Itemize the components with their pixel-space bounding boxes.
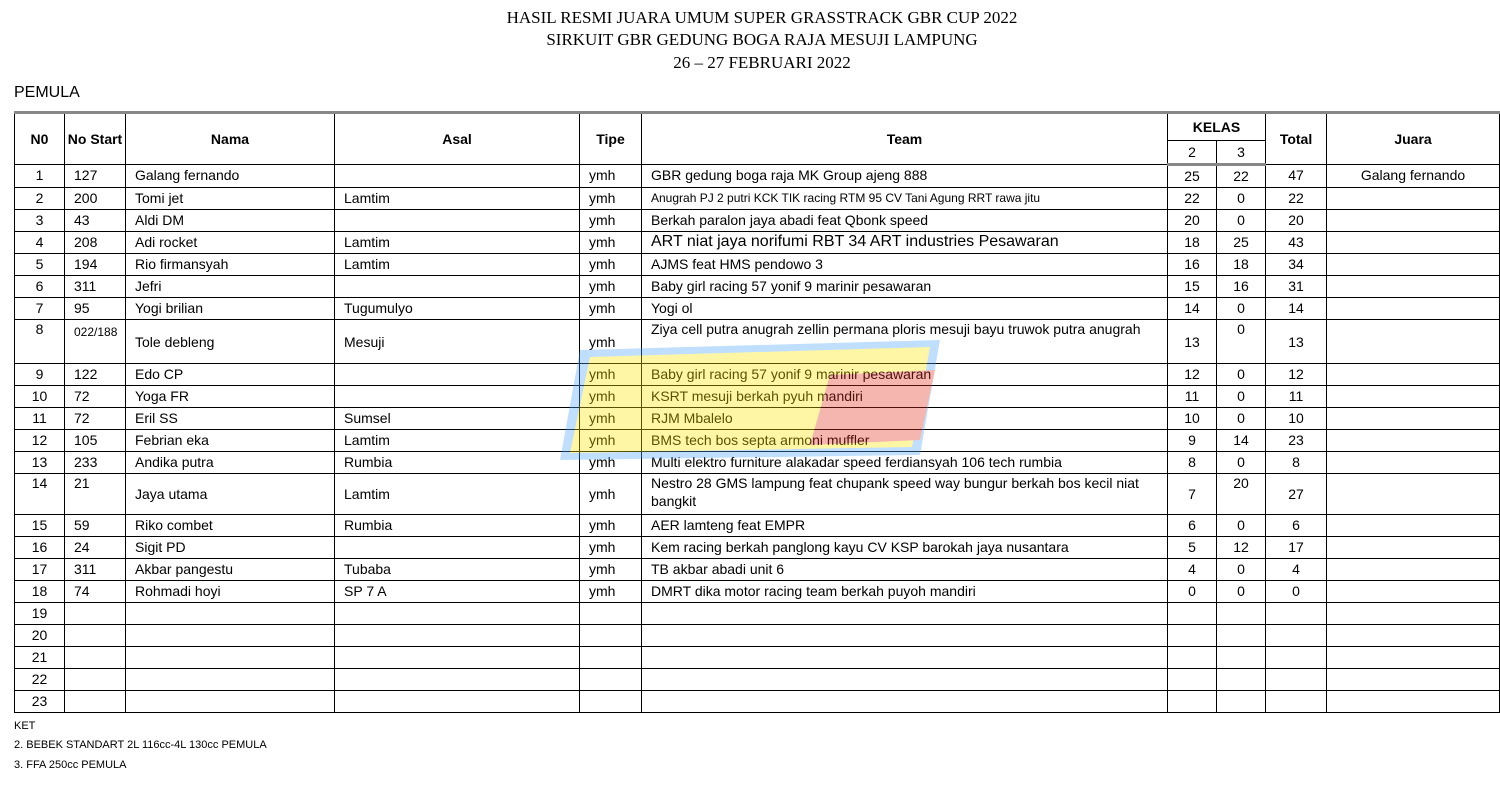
row-start-cell xyxy=(65,647,126,669)
table-row xyxy=(15,581,1500,603)
row-juara-cell xyxy=(1327,559,1500,581)
row-start-cell xyxy=(65,669,126,691)
row-nama-cell: Jaya utama xyxy=(126,474,335,515)
row-start-cell: 95 xyxy=(65,298,126,320)
row-no-cell: 19 xyxy=(15,603,65,625)
row-team-cell xyxy=(642,669,1168,691)
row-kelas2-cell: 8 xyxy=(1168,452,1217,474)
table-row xyxy=(15,188,1500,210)
row-asal-cell: Lamtim xyxy=(335,232,580,254)
row-team-cell: Ziya cell putra anugrah zellin permana ploris mesuji bayu truwok putra anugrah xyxy=(642,320,1168,364)
row-no-cell: 16 xyxy=(15,537,65,559)
table-row xyxy=(15,408,1500,430)
row-kelas3-cell: 0 xyxy=(1217,210,1266,232)
row-team-cell: DMRT dika motor racing team berkah puyoh mandiri xyxy=(642,581,1168,603)
row-nama-cell: Febrian eka xyxy=(126,430,335,452)
row-kelas2-cell: 4 xyxy=(1168,559,1217,581)
row-kelas3-cell: 0 xyxy=(1217,581,1266,603)
row-no-cell: 3 xyxy=(15,210,65,232)
row-kelas3-cell: 16 xyxy=(1217,276,1266,298)
row-kelas3-cell xyxy=(1217,625,1266,647)
row-kelas2-cell: 14 xyxy=(1168,298,1217,320)
row-kelas3-cell: 25 xyxy=(1217,232,1266,254)
row-kelas3-cell: 22 xyxy=(1217,165,1266,188)
row-tipe-cell: ymh xyxy=(580,515,642,537)
table-row xyxy=(15,232,1500,254)
row-total-cell: 0 xyxy=(1266,581,1327,603)
row-team-cell: Anugrah PJ 2 putri KCK TIK racing RTM 95 CV Tani Agung RRT rawa jitu xyxy=(642,188,1168,210)
table-row xyxy=(15,386,1500,408)
row-start-cell: 74 xyxy=(65,581,126,603)
row-start-cell: 127 xyxy=(65,165,126,188)
row-no-cell: 1 xyxy=(15,165,65,188)
row-no-cell: 21 xyxy=(15,647,65,669)
row-nama-cell: Tole debleng xyxy=(126,320,335,364)
row-total-cell: 22 xyxy=(1266,188,1327,210)
row-kelas3-cell: 18 xyxy=(1217,254,1266,276)
row-nama-cell: Rohmadi hoyi xyxy=(126,581,335,603)
row-team-cell: Baby girl racing 57 yonif 9 marinir pesawaran xyxy=(642,364,1168,386)
row-asal-cell: Lamtim xyxy=(335,474,580,515)
row-team-cell: Yogi ol xyxy=(642,298,1168,320)
row-total-cell: 4 xyxy=(1266,559,1327,581)
header-no-start: No Start xyxy=(65,113,126,165)
row-total-cell: 12 xyxy=(1266,364,1327,386)
row-kelas2-cell: 5 xyxy=(1168,537,1217,559)
row-asal-cell: Rumbia xyxy=(335,452,580,474)
row-team-cell: TB akbar abadi unit 6 xyxy=(642,559,1168,581)
row-start-cell: 311 xyxy=(65,276,126,298)
row-team-cell xyxy=(642,625,1168,647)
row-juara-cell xyxy=(1327,452,1500,474)
row-juara-cell xyxy=(1327,298,1500,320)
row-kelas3-cell: 20 xyxy=(1217,474,1266,515)
row-kelas3-cell: 14 xyxy=(1217,430,1266,452)
row-kelas3-cell: 0 xyxy=(1217,452,1266,474)
row-total-cell xyxy=(1266,625,1327,647)
row-kelas2-cell xyxy=(1168,647,1217,669)
row-kelas3-cell xyxy=(1217,691,1266,713)
row-juara-cell xyxy=(1327,669,1500,691)
row-start-cell: 24 xyxy=(65,537,126,559)
row-no-cell: 13 xyxy=(15,452,65,474)
row-start-cell: 200 xyxy=(65,188,126,210)
header-no: N0 xyxy=(15,113,65,165)
table-row xyxy=(15,625,1500,647)
row-asal-cell: Sumsel xyxy=(335,408,580,430)
row-team-cell: Berkah paralon jaya abadi feat Qbonk speed xyxy=(642,210,1168,232)
row-no-cell: 9 xyxy=(15,364,65,386)
row-no-cell: 17 xyxy=(15,559,65,581)
row-start-cell xyxy=(65,625,126,647)
doc-title-line1: HASIL RESMI JUARA UMUM SUPER GRASSTRACK GBR CUP 2022 xyxy=(506,8,1018,27)
row-juara-cell xyxy=(1327,474,1500,515)
row-juara-cell xyxy=(1327,515,1500,537)
row-juara-cell xyxy=(1327,537,1500,559)
header-kelas: KELAS xyxy=(1168,113,1266,141)
row-total-cell xyxy=(1266,691,1327,713)
row-tipe-cell xyxy=(580,669,642,691)
row-start-cell: 022/188 xyxy=(65,320,126,364)
row-juara-cell xyxy=(1327,188,1500,210)
row-nama-cell: Akbar pangestu xyxy=(126,559,335,581)
row-asal-cell xyxy=(335,603,580,625)
row-kelas3-cell: 0 xyxy=(1217,320,1266,364)
row-juara-cell xyxy=(1327,408,1500,430)
row-tipe-cell xyxy=(580,603,642,625)
row-nama-cell: Galang fernando xyxy=(126,165,335,188)
row-tipe-cell: ymh xyxy=(580,210,642,232)
row-team-cell: Kem racing berkah panglong kayu CV KSP barokah jaya nusantara xyxy=(642,537,1168,559)
row-total-cell: 8 xyxy=(1266,452,1327,474)
row-nama-cell: Edo CP xyxy=(126,364,335,386)
row-juara-cell xyxy=(1327,647,1500,669)
row-start-cell: 311 xyxy=(65,559,126,581)
row-asal-cell xyxy=(335,165,580,188)
row-nama-cell: Eril SS xyxy=(126,408,335,430)
row-no-cell: 14 xyxy=(15,474,65,515)
row-juara-cell xyxy=(1327,276,1500,298)
row-total-cell: 17 xyxy=(1266,537,1327,559)
row-tipe-cell xyxy=(580,691,642,713)
row-asal-cell: Lamtim xyxy=(335,254,580,276)
row-start-cell: 21 xyxy=(65,474,126,515)
row-start-cell: 194 xyxy=(65,254,126,276)
table-row xyxy=(15,515,1500,537)
row-juara-cell xyxy=(1327,691,1500,713)
row-juara-cell xyxy=(1327,430,1500,452)
row-team-cell: GBR gedung boga raja MK Group ajeng 888 xyxy=(642,165,1168,188)
row-kelas2-cell: 9 xyxy=(1168,430,1217,452)
table-row xyxy=(15,298,1500,320)
row-tipe-cell: ymh xyxy=(580,430,642,452)
table-row xyxy=(15,276,1500,298)
row-nama-cell: Jefri xyxy=(126,276,335,298)
row-tipe-cell: ymh xyxy=(580,276,642,298)
row-total-cell xyxy=(1266,603,1327,625)
table-row xyxy=(15,165,1500,188)
row-team-cell: KSRT mesuji berkah pyuh mandiri xyxy=(642,386,1168,408)
row-asal-cell xyxy=(335,386,580,408)
row-team-cell: Baby girl racing 57 yonif 9 marinir pesawaran xyxy=(642,276,1168,298)
row-asal-cell: Rumbia xyxy=(335,515,580,537)
header-asal: Asal xyxy=(335,113,580,165)
row-total-cell: 31 xyxy=(1266,276,1327,298)
row-kelas3-cell xyxy=(1217,647,1266,669)
row-total-cell xyxy=(1266,669,1327,691)
row-tipe-cell: ymh xyxy=(580,386,642,408)
row-no-cell: 10 xyxy=(15,386,65,408)
row-kelas2-cell xyxy=(1168,603,1217,625)
header-tipe: Tipe xyxy=(580,113,642,165)
table-row xyxy=(15,474,1500,515)
table-row xyxy=(15,452,1500,474)
table-row xyxy=(15,691,1500,713)
row-total-cell: 14 xyxy=(1266,298,1327,320)
table-row xyxy=(15,430,1500,452)
header-kelas-2: 2 xyxy=(1168,141,1217,165)
row-juara-cell xyxy=(1327,581,1500,603)
row-total-cell: 34 xyxy=(1266,254,1327,276)
row-total-cell: 27 xyxy=(1266,474,1327,515)
row-juara-cell xyxy=(1327,254,1500,276)
row-start-cell: 122 xyxy=(65,364,126,386)
row-tipe-cell: ymh xyxy=(580,364,642,386)
row-start-cell xyxy=(65,603,126,625)
table-row xyxy=(15,364,1500,386)
row-kelas3-cell xyxy=(1217,603,1266,625)
row-start-cell: 105 xyxy=(65,430,126,452)
row-kelas2-cell: 12 xyxy=(1168,364,1217,386)
row-nama-cell xyxy=(126,603,335,625)
row-team-cell xyxy=(642,691,1168,713)
row-total-cell: 43 xyxy=(1266,232,1327,254)
row-nama-cell xyxy=(126,625,335,647)
row-juara-cell xyxy=(1327,364,1500,386)
row-team-cell: ART niat jaya norifumi RBT 34 ART industries Pesawaran xyxy=(642,232,1168,254)
row-juara-cell: Galang fernando xyxy=(1327,165,1500,188)
row-no-cell: 22 xyxy=(15,669,65,691)
row-asal-cell xyxy=(335,625,580,647)
row-nama-cell: Rio firmansyah xyxy=(126,254,335,276)
row-team-cell: RJM Mbalelo xyxy=(642,408,1168,430)
table-row xyxy=(15,210,1500,232)
row-start-cell xyxy=(65,691,126,713)
row-kelas3-cell: 0 xyxy=(1217,515,1266,537)
row-kelas2-cell: 13 xyxy=(1168,320,1217,364)
row-kelas2-cell: 20 xyxy=(1168,210,1217,232)
row-nama-cell xyxy=(126,691,335,713)
row-tipe-cell: ymh xyxy=(580,165,642,188)
row-total-cell: 20 xyxy=(1266,210,1327,232)
row-no-cell: 8 xyxy=(15,320,65,364)
row-kelas2-cell: 16 xyxy=(1168,254,1217,276)
header-team: Team xyxy=(642,113,1168,165)
header-total: Total xyxy=(1266,113,1327,165)
row-juara-cell xyxy=(1327,320,1500,364)
row-total-cell xyxy=(1266,647,1327,669)
row-asal-cell xyxy=(335,691,580,713)
row-nama-cell: Yoga FR xyxy=(126,386,335,408)
row-start-cell: 43 xyxy=(65,210,126,232)
row-tipe-cell: ymh xyxy=(580,408,642,430)
table-row xyxy=(15,669,1500,691)
row-tipe-cell: ymh xyxy=(580,452,642,474)
row-nama-cell xyxy=(126,669,335,691)
row-nama-cell xyxy=(126,647,335,669)
row-asal-cell: Tugumulyo xyxy=(335,298,580,320)
table-row xyxy=(15,537,1500,559)
row-kelas3-cell: 0 xyxy=(1217,298,1266,320)
row-team-cell: AJMS feat HMS pendowo 3 xyxy=(642,254,1168,276)
row-kelas2-cell: 25 xyxy=(1168,165,1217,188)
row-total-cell: 11 xyxy=(1266,386,1327,408)
row-asal-cell: Lamtim xyxy=(335,430,580,452)
table-row xyxy=(15,603,1500,625)
row-total-cell: 13 xyxy=(1266,320,1327,364)
row-start-cell: 72 xyxy=(65,386,126,408)
row-asal-cell: Lamtim xyxy=(335,188,580,210)
row-asal-cell xyxy=(335,364,580,386)
row-kelas2-cell: 22 xyxy=(1168,188,1217,210)
row-tipe-cell: ymh xyxy=(580,232,642,254)
row-asal-cell: Tubaba xyxy=(335,559,580,581)
row-juara-cell xyxy=(1327,386,1500,408)
row-tipe-cell: ymh xyxy=(580,581,642,603)
row-tipe-cell xyxy=(580,625,642,647)
row-no-cell: 18 xyxy=(15,581,65,603)
header-nama: Nama xyxy=(126,113,335,165)
row-start-cell: 72 xyxy=(65,408,126,430)
row-no-cell: 5 xyxy=(15,254,65,276)
row-tipe-cell: ymh xyxy=(580,559,642,581)
row-kelas3-cell: 0 xyxy=(1217,559,1266,581)
row-kelas2-cell: 18 xyxy=(1168,232,1217,254)
row-team-cell: BMS tech bos septa armoni muffler xyxy=(642,430,1168,452)
row-no-cell: 7 xyxy=(15,298,65,320)
results-table xyxy=(14,111,1500,713)
row-team-cell xyxy=(642,603,1168,625)
row-no-cell: 2 xyxy=(15,188,65,210)
table-row xyxy=(15,320,1500,364)
row-kelas2-cell xyxy=(1168,691,1217,713)
row-juara-cell xyxy=(1327,625,1500,647)
row-kelas3-cell: 0 xyxy=(1217,364,1266,386)
header-juara: Juara xyxy=(1327,113,1500,165)
row-team-cell: AER lamteng feat EMPR xyxy=(642,515,1168,537)
row-kelas3-cell: 12 xyxy=(1217,537,1266,559)
row-no-cell: 15 xyxy=(15,515,65,537)
row-juara-cell xyxy=(1327,232,1500,254)
notes-kelas-3: 3. FFA 250cc PEMULA xyxy=(14,759,127,771)
row-tipe-cell: ymh xyxy=(580,320,642,364)
row-nama-cell: Tomi jet xyxy=(126,188,335,210)
section-label: PEMULA xyxy=(14,84,80,101)
row-total-cell: 47 xyxy=(1266,165,1327,188)
row-asal-cell xyxy=(335,537,580,559)
row-kelas3-cell: 0 xyxy=(1217,188,1266,210)
row-team-cell: Multi elektro furniture alakadar speed ferdiansyah 106 tech rumbia xyxy=(642,452,1168,474)
row-tipe-cell: ymh xyxy=(580,298,642,320)
row-team-cell xyxy=(642,647,1168,669)
row-no-cell: 12 xyxy=(15,430,65,452)
row-kelas3-cell: 0 xyxy=(1217,408,1266,430)
row-asal-cell: SP 7 A xyxy=(335,581,580,603)
row-total-cell: 6 xyxy=(1266,515,1327,537)
table-row xyxy=(15,254,1500,276)
row-kelas2-cell: 11 xyxy=(1168,386,1217,408)
row-no-cell: 4 xyxy=(15,232,65,254)
notes-kelas-2: 2. BEBEK STANDART 2L 116cc-4L 130cc PEMULA xyxy=(14,739,267,751)
row-start-cell: 59 xyxy=(65,515,126,537)
doc-title-line2: SIRKUIT GBR GEDUNG BOGA RAJA MESUJI LAMPUNG xyxy=(546,30,978,49)
row-nama-cell: Sigit PD xyxy=(126,537,335,559)
row-total-cell: 23 xyxy=(1266,430,1327,452)
row-tipe-cell: ymh xyxy=(580,474,642,515)
row-nama-cell: Adi rocket xyxy=(126,232,335,254)
row-nama-cell: Andika putra xyxy=(126,452,335,474)
row-kelas2-cell: 10 xyxy=(1168,408,1217,430)
row-kelas2-cell: 15 xyxy=(1168,276,1217,298)
row-no-cell: 23 xyxy=(15,691,65,713)
row-tipe-cell: ymh xyxy=(580,188,642,210)
doc-title-line3: 26 – 27 FEBRUARI 2022 xyxy=(673,53,851,72)
row-asal-cell xyxy=(335,210,580,232)
row-no-cell: 11 xyxy=(15,408,65,430)
notes-ket: KET xyxy=(14,720,36,732)
row-no-cell: 20 xyxy=(15,625,65,647)
row-nama-cell: Yogi brilian xyxy=(126,298,335,320)
row-asal-cell xyxy=(335,647,580,669)
row-nama-cell: Riko combet xyxy=(126,515,335,537)
row-kelas2-cell: 7 xyxy=(1168,474,1217,515)
table-row xyxy=(15,559,1500,581)
row-asal-cell xyxy=(335,669,580,691)
row-kelas2-cell xyxy=(1168,625,1217,647)
row-tipe-cell xyxy=(580,647,642,669)
row-kelas2-cell: 6 xyxy=(1168,515,1217,537)
table-row xyxy=(15,647,1500,669)
row-juara-cell xyxy=(1327,603,1500,625)
row-team-cell: Nestro 28 GMS lampung feat chupank speed way bungur berkah bos kecil niat bangkit xyxy=(642,474,1168,515)
row-kelas2-cell: 0 xyxy=(1168,581,1217,603)
row-tipe-cell: ymh xyxy=(580,537,642,559)
row-start-cell: 208 xyxy=(65,232,126,254)
row-asal-cell: Mesuji xyxy=(335,320,580,364)
row-nama-cell: Aldi DM xyxy=(126,210,335,232)
row-kelas3-cell: 0 xyxy=(1217,386,1266,408)
row-kelas3-cell xyxy=(1217,669,1266,691)
row-kelas2-cell xyxy=(1168,669,1217,691)
header-kelas-3: 3 xyxy=(1217,141,1266,165)
row-asal-cell xyxy=(335,276,580,298)
row-total-cell: 10 xyxy=(1266,408,1327,430)
row-tipe-cell: ymh xyxy=(580,254,642,276)
row-juara-cell xyxy=(1327,210,1500,232)
row-no-cell: 6 xyxy=(15,276,65,298)
row-start-cell: 233 xyxy=(65,452,126,474)
